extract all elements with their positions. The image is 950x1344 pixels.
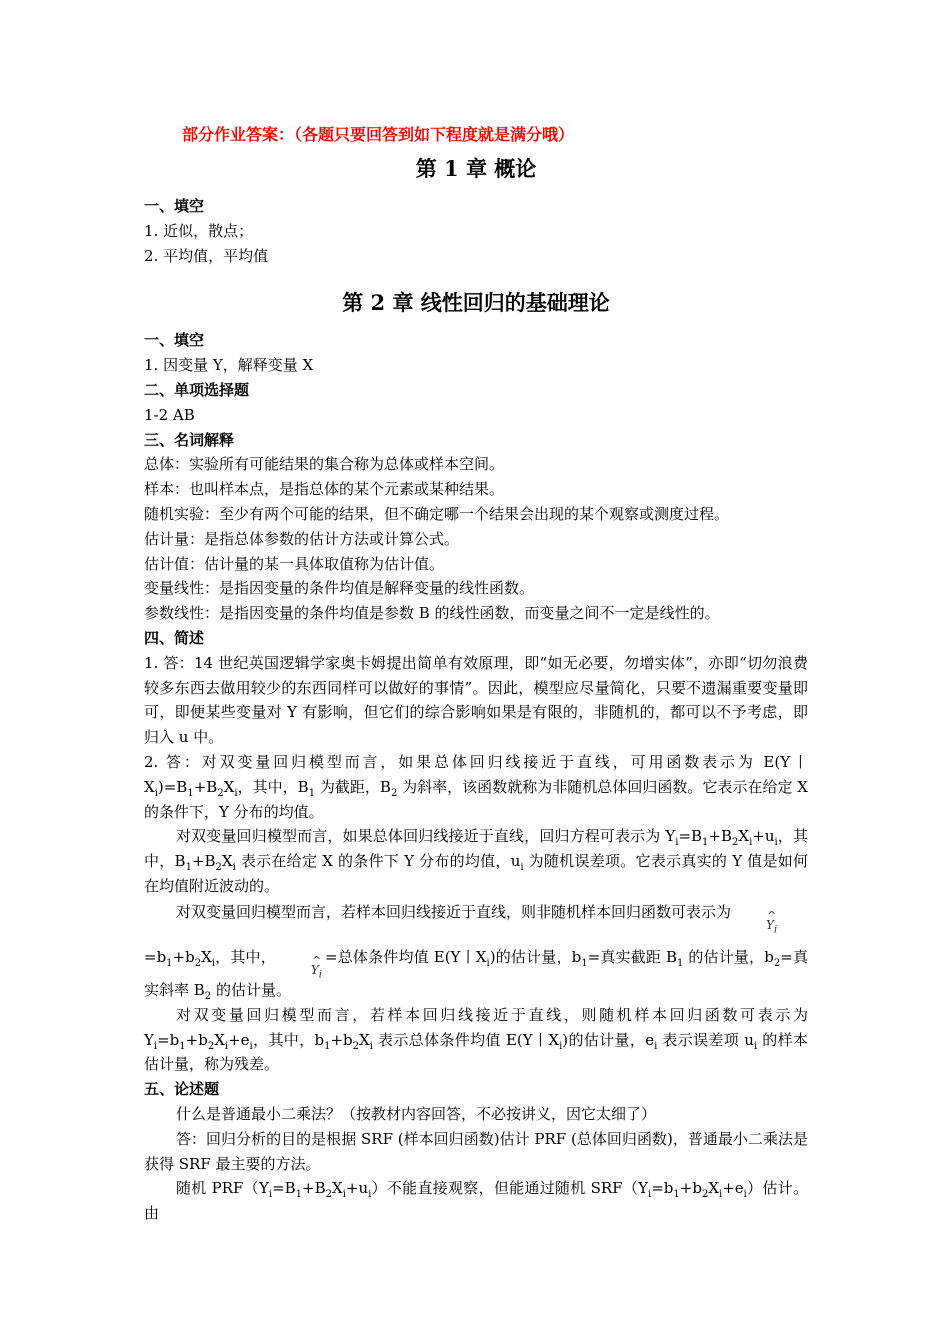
essay-question: 什么是普通最小二乘法？（按教材内容回答，不必按讲义，因它太细了） — [176, 1104, 657, 1123]
sample-regression-paragraph: 对双变量回归模型而言，若样本回归线接近于直线，则非随机样本回归函数可表示为^ $Y_i$ $=b_1+b_2X_i$，其中，^ $Y_i=$总体条件均值 E(Y丨$X_i$)的估计量，$b_1=$真实截距 $B_1$ 的估计量，$b_2=$真实斜率 $B_2$ 的估计量。 — [144, 899, 808, 1003]
y-hat-symbol: ^ $Y_i$ — [279, 963, 322, 977]
brief-answer-1: 1. 答：14 世纪英国逻辑学家奥卡姆提出简单有效原理，即“如无必要，勿增实体”，亦即“切勿浪费较多东西去做用较少的东西同样可以做好的事情”。因此，模型应尽量简化，只要不遗漏重要变量即可，即便某些变量对 Y 有影响，但它们的综合影响如果是有限的，非随机的，都可以不予考虑，即归入 u 中。 — [144, 653, 808, 747]
red-title: 部分作业答案：（各题只要回答到如下程度就是满分哦） — [182, 125, 575, 144]
ch1-fill-heading: 一、填空 — [144, 197, 205, 215]
chapter-1-title: 第 1 章 概论 — [415, 156, 537, 181]
population-regression-paragraph: 对双变量回归模型而言，如果总体回归线接近于直线，回归方程可表示为 $Y_i=B_1+B_2X_i+u_i$，其中，$B_1+B_2X_i$ 表示在给定 X 的条件下 Y 分布的均值，$u_i$ 为随机误差项。它表示真实的 Y 值是如何在均值附近波动的。 — [144, 827, 808, 895]
document-page — [144, 122, 808, 1226]
ch2-choice-1: 1-2 AB — [144, 405, 195, 424]
ch2-choice-heading: 二、单项选择题 — [144, 380, 250, 399]
term-random-experiment: 随机实验：至少有两个可能的结果，但不确定哪一个结果会出现的某个观察或测度过程。 — [144, 504, 730, 523]
ch2-essay-heading: 五、论述题 — [144, 1080, 220, 1099]
y-hat-symbol: ^ $Y_i$ — [734, 918, 777, 932]
term-population: 总体：实验所有可能结果的集合称为总体或样本空间。 — [144, 455, 505, 474]
ch2-brief-heading: 四、简述 — [144, 628, 205, 647]
term-sample: 样本：也叫样本点，是指总体的某个元素或某种结果。 — [144, 480, 505, 499]
essay-answer-continued: 随机 $PRF(Y_i=B_1+B_2X_i+u_i)$不能直接观察，但能通过随机 $SRF(Y_i=b_1+b_2X_i+e_i)$估计。由 — [144, 1179, 808, 1223]
essay-answer: 答：回归分析的目的是根据 SRF (样本回归函数)估计 PRF (总体回归函数)，普通最小二乘法是获得 SRF 最主要的方法。 — [144, 1129, 808, 1173]
ch1-fill-2: 2. 平均值，平均值 — [144, 246, 269, 265]
term-parameter-linearity: 参数线性：是指因变量的条件均值是参数 B 的线性函数，而变量之间不一定是线性的。 — [144, 604, 720, 623]
brief-answer-2: 2. 答：对双变量回归模型而言，如果总体回归线接近于直线，可用函数表示为 E(Y丨$X_i)=B_1+B_2X_i$，其中，$B_1$ 为截距，$B_2$ 为斜率，该函数就称为非随机总体回归函数。它表示在给定 X 的条件下，Y 分布的均值。 — [144, 752, 808, 821]
random-sample-regression-paragraph: 对双变量回归模型而言，若样本回归线接近于直线，则随机样本回归函数可表示为 $Y_i=b_1+b_2X_i+e_i$，其中，$b_1+b_2X_i$ 表示总体条件均值 E(Y丨$X_i$)的估计量，$e_i$ 表示误差项 $u_i$ 的样本估计量，称为残差。 — [144, 1005, 808, 1074]
ch2-terms-heading: 三、名词解释 — [144, 430, 235, 449]
term-estimator: 估计量：是指总体参数的估计方法或计算公式。 — [144, 529, 460, 548]
term-estimate: 估计值：估计量的某一具体取值称为估计值。 — [144, 554, 445, 573]
ch1-fill-1: 1. 近似，散点； — [144, 221, 254, 240]
term-variable-linearity: 变量线性：是指因变量的条件均值是解释变量的线性函数。 — [144, 579, 535, 598]
ch2-fill-1: 1. 因变量 Y，解释变量 X — [144, 356, 314, 375]
chapter-2-title: 第 2 章 线性回归的基础理论 — [342, 290, 610, 316]
ch2-fill-heading: 一、填空 — [144, 331, 205, 350]
